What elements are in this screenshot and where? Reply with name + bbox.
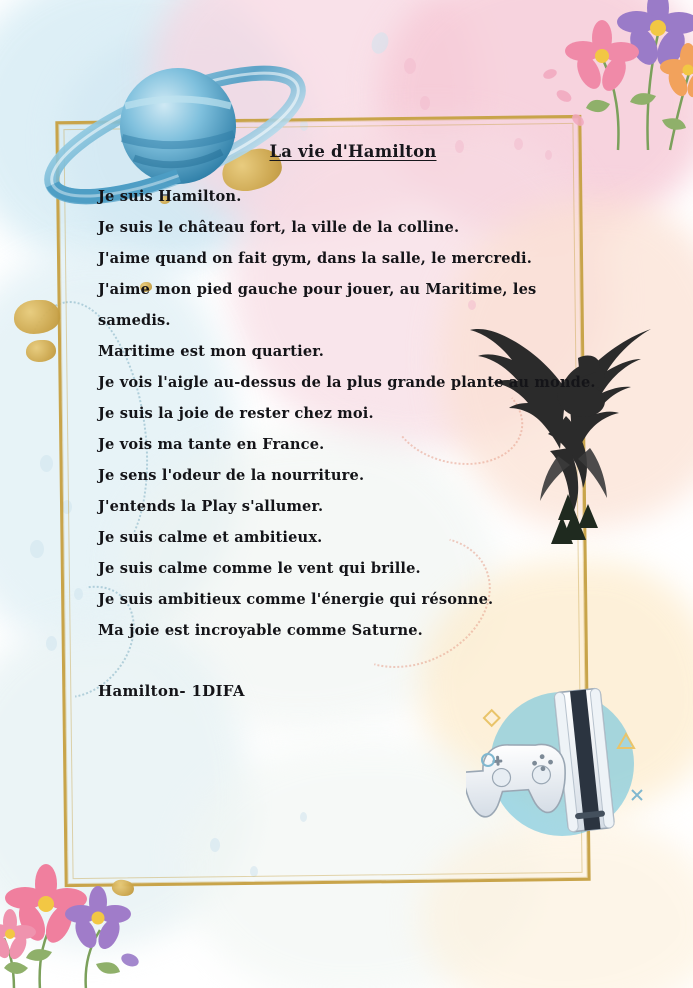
paint-speck <box>30 540 44 558</box>
poem-line: J'entends la Play s'allumer. <box>98 498 324 515</box>
author-signature: Hamilton- 1DIFA <box>98 682 245 700</box>
poem-line-list <box>98 181 598 646</box>
paint-speck <box>420 96 430 110</box>
page-title: La vie d'Hamilton <box>269 142 437 161</box>
poem-line: J'aime quand on fait gym, dans la salle, le mercredi. <box>98 250 532 267</box>
poem-line: Je suis le château fort, la ville de la colline. <box>98 219 460 236</box>
poem-line: Maritime est mon quartier. <box>98 343 324 360</box>
flowers-bottom-left-illustration <box>0 840 200 988</box>
poem-line: Je suis Hamilton. <box>98 188 242 205</box>
poem-line: Je suis ambitieux comme l'énergie qui résonne. <box>98 591 494 608</box>
poem-line: Je suis calme comme le vent qui brille. <box>98 560 421 577</box>
poem-line: Je vois l'aigle au-dessus de la plus grande plante au monde. <box>98 374 596 391</box>
poem-line: Je sens l'odeur de la nourriture. <box>98 467 365 484</box>
poem-line: Je suis calme et ambitieux. <box>98 529 323 546</box>
poem-line: Je suis la joie de rester chez moi. <box>98 405 374 422</box>
poem-line: J'aime mon pied gauche pour jouer, au Maritime, les samedis. <box>98 281 537 329</box>
poem-line: Je vois ma tante en France. <box>98 436 325 453</box>
flowers-top-right-illustration <box>498 0 693 160</box>
paint-speck <box>404 58 416 74</box>
poem-content <box>98 142 598 700</box>
poem-line: Ma joie est incroyable comme Saturne. <box>98 622 423 639</box>
